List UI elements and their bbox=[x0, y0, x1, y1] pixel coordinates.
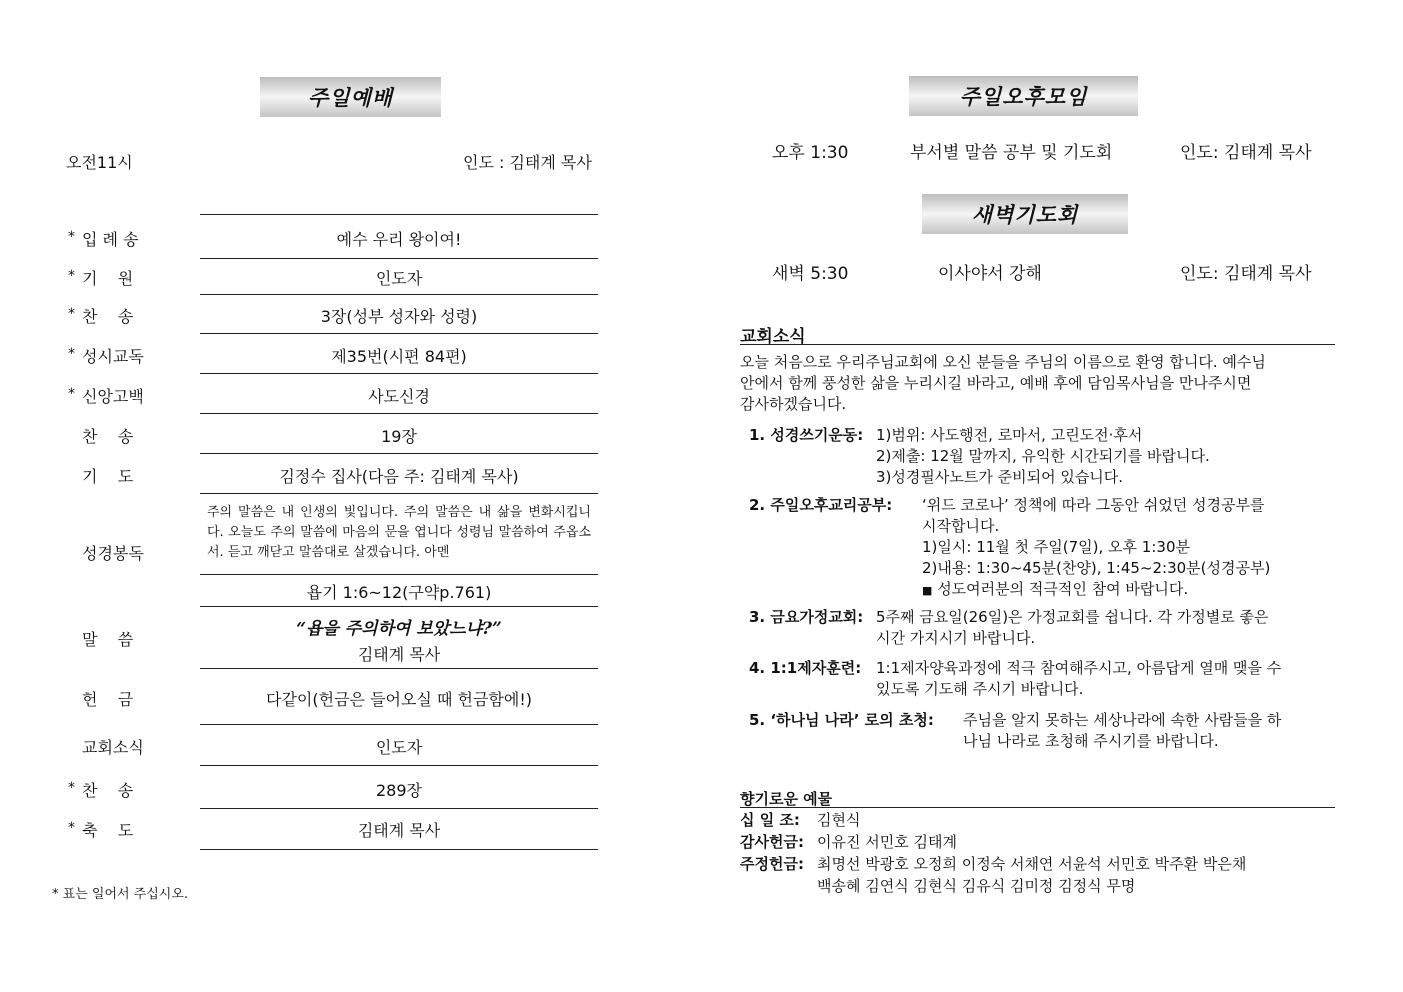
sermon-title: “욥을 주의하여 보았느냐?” bbox=[296, 619, 502, 639]
welcome-line: 안에서 함께 풍성한 삶을 누리시길 바라고, 예배 후에 담임목사님을 만나주시면 bbox=[740, 374, 1252, 392]
table-line bbox=[200, 668, 598, 669]
worship-time: 오전11시 bbox=[66, 153, 133, 172]
news-item-line: 2)제출: 12월 말까지, 유익한 시간되기를 바랍니다. bbox=[876, 447, 1210, 465]
order-label: 교회소식 bbox=[82, 738, 144, 757]
news-item-line: 1)범위: 사도행전, 로마서, 고린도전·후서 bbox=[876, 426, 1143, 444]
standing-mark: * bbox=[68, 386, 75, 402]
standing-mark: * bbox=[68, 820, 75, 836]
news-divider bbox=[740, 344, 1335, 345]
dawn-description: 이사야서 강해 bbox=[938, 264, 1042, 284]
table-line bbox=[200, 294, 598, 295]
table-line bbox=[200, 574, 598, 575]
order-value: 김정수 집사(다음 주: 김태계 목사) bbox=[279, 467, 519, 486]
order-value: 사도신경 bbox=[368, 387, 430, 406]
worship-title: 주일예배 bbox=[307, 85, 394, 110]
thanks-names: 이유진 서민호 김태계 bbox=[817, 833, 957, 851]
weekly-names: 백송혜 김연식 김현식 김유식 김미정 김정식 무명 bbox=[817, 877, 1136, 895]
news-item-line: 5주째 금요일(26일)은 가정교회를 쉽니다. 각 가정별로 좋은 bbox=[876, 608, 1269, 626]
news-item-text: 성도여러분의 적극적인 참여 바랍니다. bbox=[937, 580, 1189, 598]
order-value: 김태계 목사 bbox=[357, 821, 441, 840]
news-item-line: 나님 나라로 초청해 주시기를 바랍니다. bbox=[963, 732, 1219, 750]
order-label: 성시교독 bbox=[82, 347, 144, 366]
table-line bbox=[200, 493, 598, 494]
welcome-line: 오늘 처음으로 우리주님교회에 오신 분들을 주님의 이름으로 환영 합니다. 예수님 bbox=[740, 353, 1266, 371]
news-item-line: 1)일시: 11월 첫 주일(7일), 오후 1:30분 bbox=[922, 538, 1190, 556]
news-title: 교회소식 bbox=[740, 327, 806, 347]
table-line bbox=[200, 214, 598, 215]
order-value: 제35번(시편 84편) bbox=[331, 347, 467, 366]
reading-reference: 욥기 1:6~12(구약p.761) bbox=[306, 583, 492, 602]
order-value: 3장(성부 성자와 성령) bbox=[320, 307, 478, 326]
news-item-label: 4. 1:1제자훈련: bbox=[749, 659, 862, 677]
afternoon-time: 오후 1:30 bbox=[772, 143, 849, 163]
news-item-label: 3. 금요가정교회: bbox=[749, 608, 864, 626]
table-line bbox=[200, 765, 598, 766]
worship-leader: 인도 : 김태계 목사 bbox=[463, 153, 592, 172]
table-line bbox=[200, 849, 598, 850]
thanks-label: 감사헌금: bbox=[740, 833, 804, 851]
order-label: 기 원 bbox=[82, 269, 134, 288]
standing-mark: * bbox=[68, 780, 75, 796]
sermon-label: 말 씀 bbox=[82, 630, 134, 649]
news-item-line bbox=[922, 579, 1188, 601]
news-item-label: 5. ‘하나님 나라’ 로의 초청: bbox=[749, 711, 934, 729]
dawn-title-banner bbox=[922, 194, 1128, 234]
footnote bbox=[52, 883, 188, 902]
news-item-line: 있도록 기도해 주시기 바랍니다. bbox=[876, 680, 1084, 698]
news-item-line: 2)내용: 1:30~45분(찬양), 1:45~2:30분(성경공부) bbox=[922, 559, 1271, 577]
table-line bbox=[200, 373, 598, 374]
table-line bbox=[200, 453, 598, 454]
order-value: 289장 bbox=[376, 781, 422, 800]
reading-prayer: 주의 말씀은 내 인생의 빛입니다. 주의 말씀은 내 삶을 변화시킵니다. 오늘도 주의 말씀에 마음의 문을 엽니다 성령님 말씀하여 주옵소서. 듣고 깨닫고 말씀대로 살겠습니다. 아멘 bbox=[207, 505, 591, 560]
offerings-divider bbox=[740, 807, 1335, 808]
order-label: 찬 송 bbox=[82, 781, 134, 800]
tithe-label: 십 일 조: bbox=[740, 811, 800, 829]
welcome-line: 감사하겠습니다. bbox=[740, 395, 847, 413]
order-value: 인도자 bbox=[375, 738, 423, 757]
dawn-leader: 인도: 김태계 목사 bbox=[1180, 264, 1312, 284]
table-line bbox=[200, 258, 598, 259]
offering-value: 다같이(헌금은 들어오실 때 헌금함에!) bbox=[266, 690, 532, 709]
news-item-line: 시간 가지시기 바랍니다. bbox=[876, 629, 1036, 647]
afternoon-description: 부서별 말씀 공부 및 기도회 bbox=[910, 143, 1113, 163]
standing-mark: * bbox=[68, 306, 75, 322]
table-line bbox=[200, 413, 598, 414]
table-line bbox=[200, 606, 598, 607]
news-item-line: 주님을 알지 못하는 세상나라에 속한 사람들을 하 bbox=[963, 711, 1282, 729]
sermon-preacher: 김태계 목사 bbox=[357, 645, 441, 664]
news-item-line: 3)성경필사노트가 준비되어 있습니다. bbox=[876, 468, 1124, 486]
table-line bbox=[200, 808, 598, 809]
order-label: 기 도 bbox=[82, 467, 134, 486]
footnote-text: 표는 일어서 주십시오. bbox=[62, 887, 189, 902]
weekly-names: 최명선 박광호 오정희 이정숙 서채연 서윤석 서민호 박주환 박은채 bbox=[817, 855, 1247, 873]
dawn-time: 새벽 5:30 bbox=[772, 264, 849, 284]
weekly-label: 주정헌금: bbox=[740, 855, 804, 873]
order-label: 찬 송 bbox=[82, 427, 134, 446]
offering-label: 헌 금 bbox=[82, 690, 134, 709]
tithe-names: 김현식 bbox=[817, 811, 861, 829]
afternoon-title: 주일오후모임 bbox=[959, 84, 1088, 109]
afternoon-title-banner bbox=[909, 76, 1138, 116]
worship-title-banner bbox=[260, 77, 441, 117]
square-bullet-icon: ■ bbox=[922, 584, 933, 597]
standing-mark: * bbox=[68, 346, 75, 362]
afternoon-leader: 인도: 김태계 목사 bbox=[1180, 143, 1312, 163]
order-label: 신앙고백 bbox=[82, 387, 144, 406]
news-item-line: 1:1제자양육과정에 적극 참여해주시고, 아름답게 열매 맺을 수 bbox=[876, 659, 1282, 677]
news-item-line: 시작합니다. bbox=[922, 517, 1000, 535]
order-label: 찬 송 bbox=[82, 307, 134, 326]
news-item-label: 2. 주일오후교리공부: bbox=[749, 496, 893, 514]
news-item-label: 1. 성경쓰기운동: bbox=[749, 426, 864, 444]
dawn-title: 새벽기도회 bbox=[971, 202, 1079, 227]
standing-mark: * bbox=[68, 229, 75, 245]
order-value: 예수 우리 왕이여! bbox=[336, 230, 462, 249]
news-item-line: ‘위드 코로나’ 정책에 따라 그동안 쉬었던 성경공부를 bbox=[922, 496, 1265, 514]
table-line bbox=[200, 724, 598, 725]
reading-label: 성경봉독 bbox=[82, 544, 144, 563]
table-line bbox=[200, 333, 598, 334]
offerings-title: 향기로운 예물 bbox=[740, 790, 833, 808]
order-value: 19장 bbox=[381, 427, 417, 446]
order-label: 입 례 송 bbox=[82, 230, 139, 249]
order-value: 인도자 bbox=[375, 269, 423, 288]
order-label: 축 도 bbox=[82, 821, 134, 840]
footnote-star: * bbox=[52, 887, 59, 902]
standing-mark: * bbox=[68, 268, 75, 284]
